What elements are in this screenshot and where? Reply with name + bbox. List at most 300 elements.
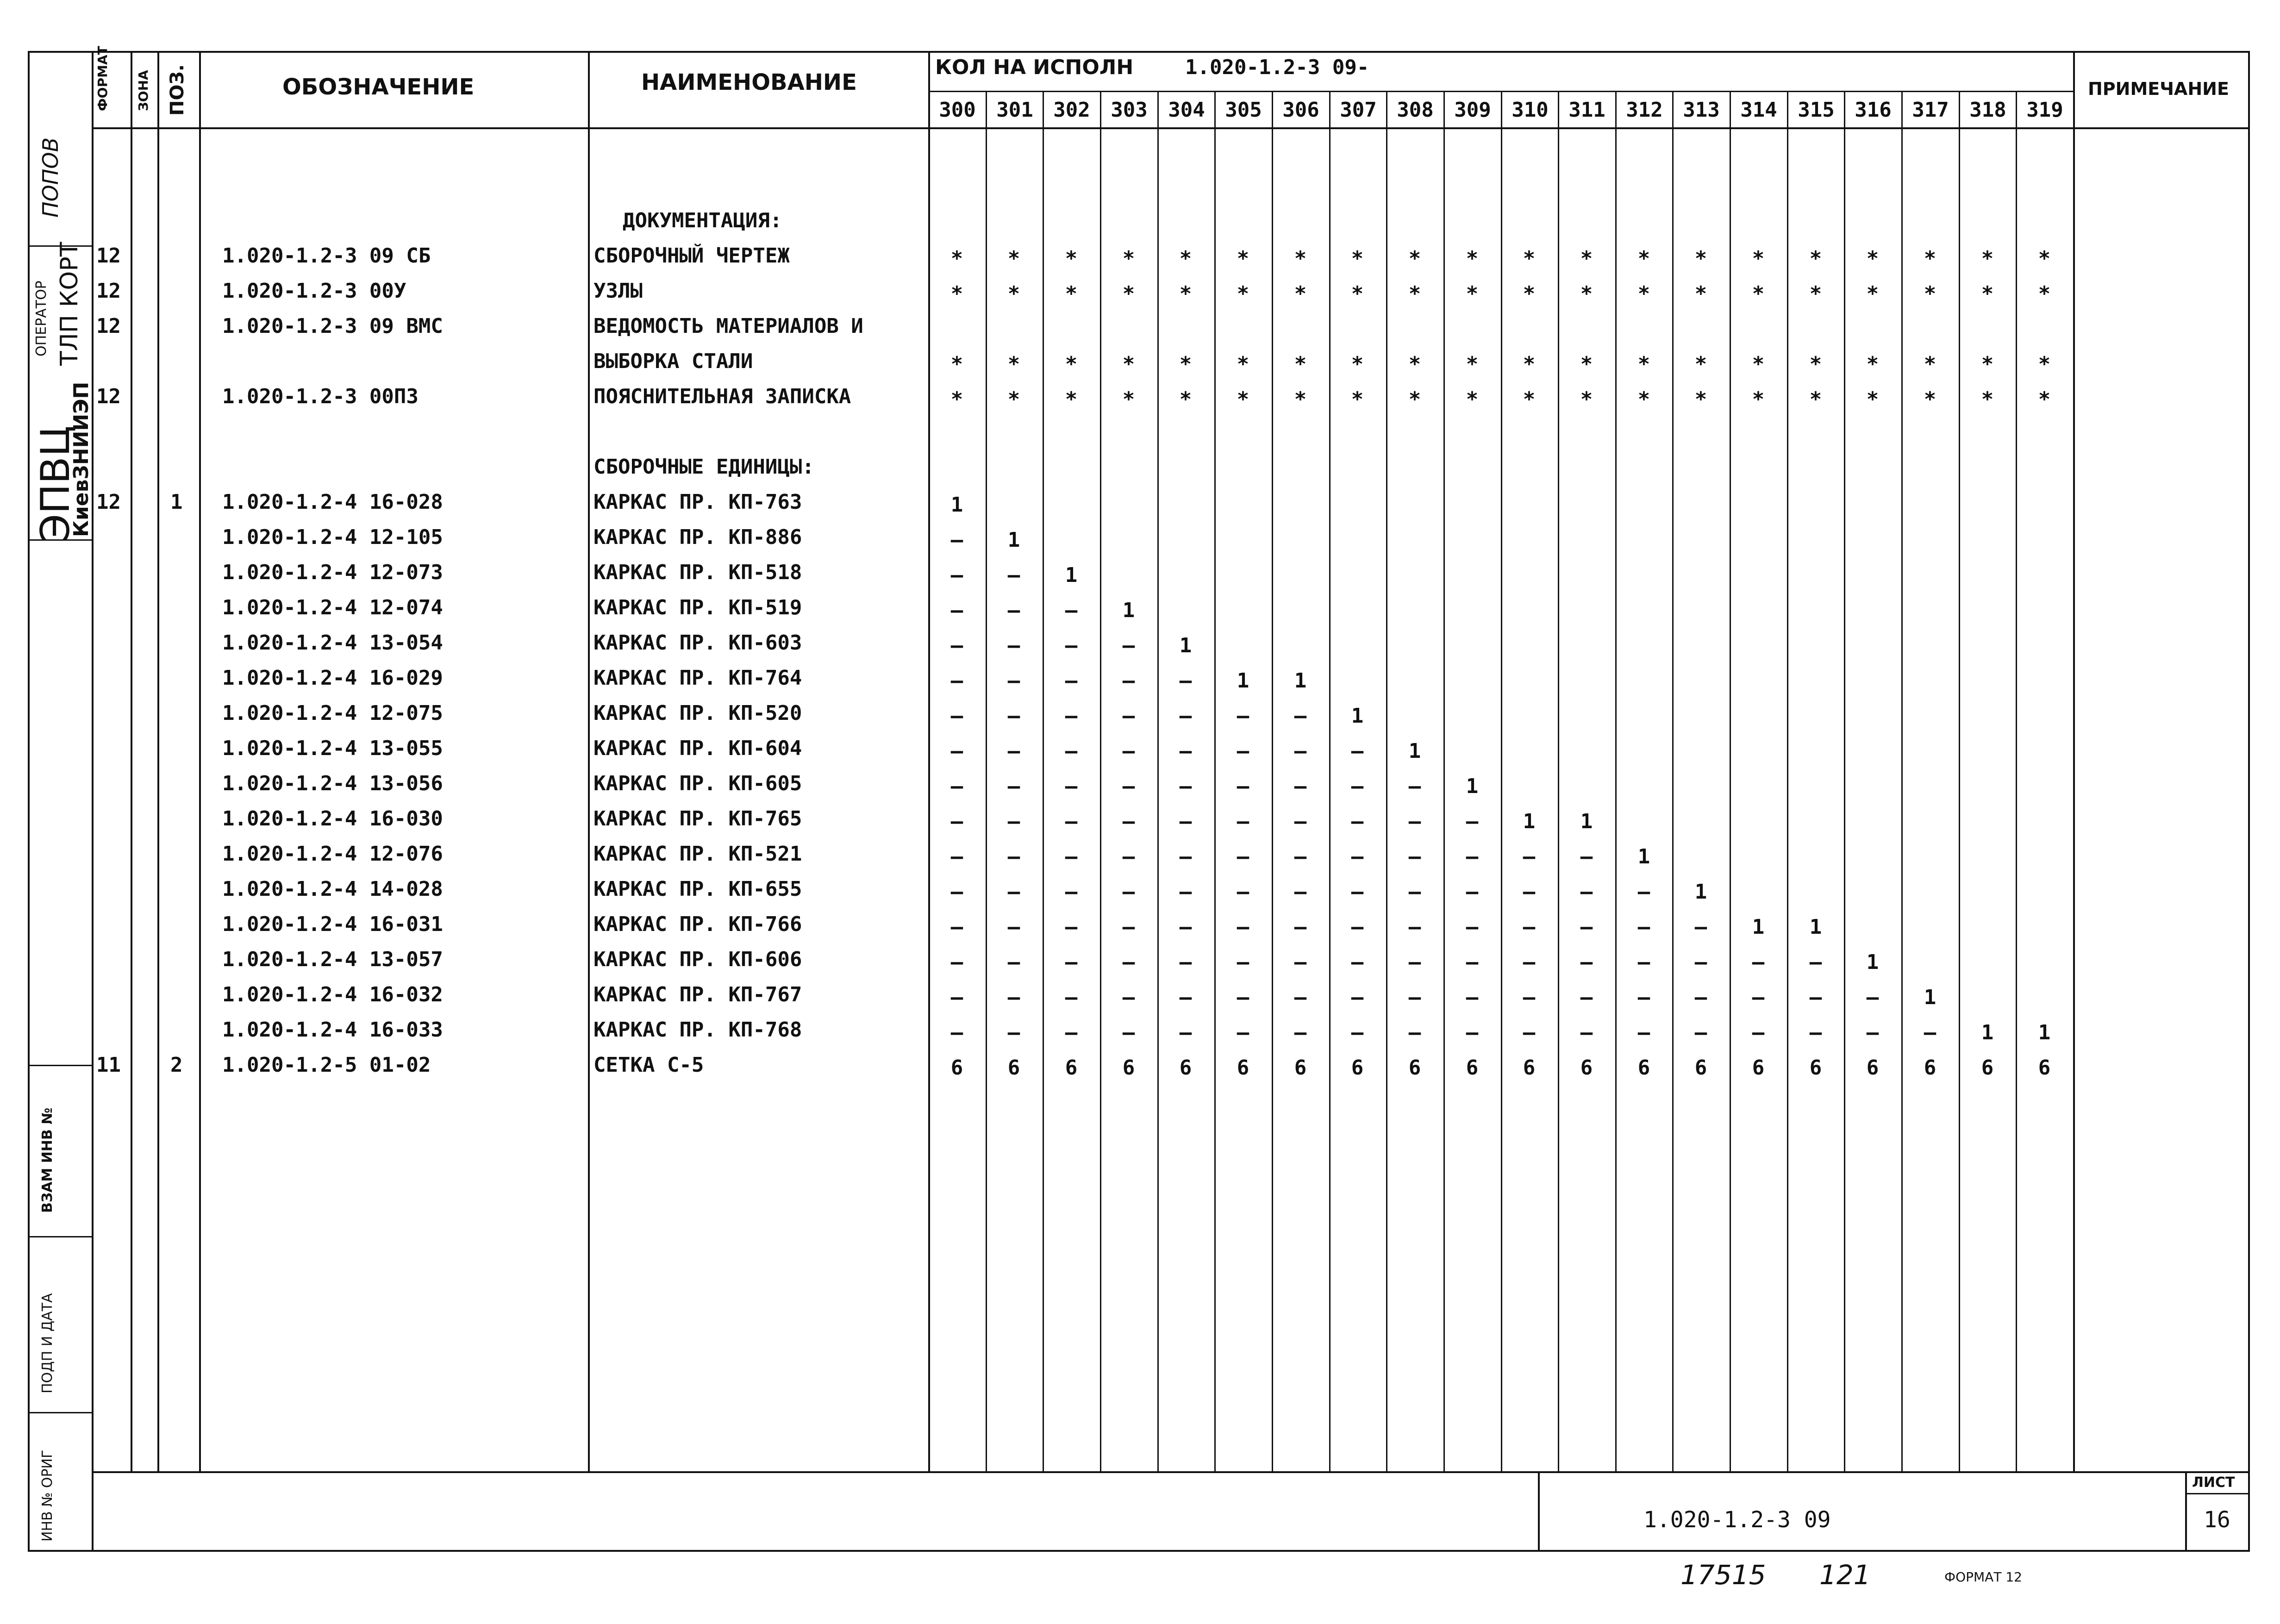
qty-mark: * — [1179, 282, 1192, 306]
qty-mark: – — [1523, 950, 1536, 974]
qty-mark: – — [1179, 986, 1192, 1009]
row-designation: 1.020-1.2-4 13-056 — [222, 772, 443, 795]
qty-mark: 1 — [1981, 1021, 1994, 1044]
qty-mark: – — [950, 563, 963, 587]
row-name: ДОКУМЕНТАЦИЯ: — [623, 209, 782, 232]
qty-col-divider — [1558, 92, 1559, 1472]
qty-mark: – — [1351, 880, 1364, 904]
qty-mark: – — [1237, 880, 1249, 904]
header-zone: ЗОНА — [136, 70, 151, 111]
header-qty: КОЛ НА ИСПОЛН — [935, 56, 1134, 79]
sheet-box-left — [2185, 1471, 2187, 1551]
qty-mark: – — [1580, 880, 1593, 904]
qty-mark: 6 — [1866, 1056, 1879, 1080]
qty-mark: * — [1007, 282, 1020, 306]
qty-mark: 1 — [1752, 915, 1765, 939]
qty-mark: * — [1408, 282, 1421, 306]
row-designation: 1.020-1.2-4 16-030 — [222, 807, 443, 831]
qty-mark: – — [1179, 845, 1192, 868]
margin-right — [92, 51, 94, 1552]
qty-mark: 6 — [1924, 1056, 1936, 1080]
qty-col-divider — [1157, 92, 1159, 1472]
qty-mark: 6 — [1637, 1056, 1650, 1080]
qty-mark: – — [1122, 986, 1135, 1009]
qty-mark: 1 — [1408, 739, 1421, 763]
row-name: ВЫБОРКА СТАЛИ — [593, 350, 753, 373]
qty-mark: – — [1179, 739, 1192, 763]
qty-mark: * — [2038, 282, 2051, 306]
qty-mark: – — [950, 599, 963, 622]
qty-col-header: 312 — [1626, 98, 1663, 122]
qty-mark: – — [1580, 986, 1593, 1009]
qty-mark: * — [1752, 352, 1765, 376]
col-name-right — [928, 51, 930, 1472]
qty-col-divider — [1386, 92, 1387, 1472]
qty-mark: * — [950, 282, 963, 306]
qty-mark: 1 — [1294, 669, 1307, 693]
title-sheet-label: ЛИСТ — [2192, 1474, 2235, 1491]
qty-mark: 6 — [1351, 1056, 1364, 1080]
margin-sep-2 — [28, 1236, 93, 1237]
qty-mark: – — [1637, 880, 1650, 904]
qty-mark: 1 — [1466, 775, 1479, 798]
qty-mark: 6 — [1809, 1056, 1822, 1080]
qty-mark: – — [1065, 1021, 1078, 1044]
qty-mark: * — [1237, 247, 1249, 270]
qty-mark: – — [1179, 950, 1192, 974]
qty-mark: – — [1523, 845, 1536, 868]
row-format: 12 — [96, 279, 121, 303]
row-name: СБОРОЧНЫЕ ЕДИНИЦЫ: — [593, 455, 814, 479]
header-divider — [93, 127, 2250, 129]
qty-mark: – — [1752, 986, 1765, 1009]
qty-mark: – — [950, 739, 963, 763]
qty-mark: * — [1809, 387, 1822, 411]
qty-mark: – — [1179, 704, 1192, 728]
qty-mark: * — [1924, 352, 1936, 376]
qty-col-header: 319 — [2026, 98, 2063, 122]
qty-mark: – — [1007, 739, 1020, 763]
qty-mark: – — [1122, 634, 1135, 657]
row-name: КАРКАС ПР. КП-886 — [593, 525, 802, 549]
qty-mark: * — [950, 247, 963, 270]
header-note: ПРИМЕЧАНИЕ — [2088, 79, 2229, 99]
qty-mark: 1 — [1580, 810, 1593, 833]
qty-mark: – — [1065, 739, 1078, 763]
col-des-right — [588, 51, 590, 1472]
qty-mark: * — [1179, 387, 1192, 411]
qty-col-header: 313 — [1683, 98, 1720, 122]
qty-mark: * — [1752, 387, 1765, 411]
qty-mark: 6 — [1007, 1056, 1020, 1080]
row-designation: 1.020-1.2-3 00ПЗ — [222, 385, 419, 408]
qty-mark: – — [1007, 634, 1020, 657]
qty-mark: – — [1351, 986, 1364, 1009]
row-name: КАРКАС ПР. КП-519 — [593, 596, 802, 619]
qty-mark: – — [950, 986, 963, 1009]
frame-top — [28, 51, 2250, 53]
qty-mark: – — [1408, 880, 1421, 904]
qty-mark: * — [1866, 282, 1879, 306]
row-pos: 2 — [170, 1053, 183, 1077]
row-name: ПОЯСНИТЕЛЬНАЯ ЗАПИСКА — [593, 385, 851, 408]
qty-mark: * — [1065, 352, 1078, 376]
qty-mark: – — [1237, 915, 1249, 939]
qty-mark: – — [1809, 1021, 1822, 1044]
margin-approved: ЭПВЦ — [32, 425, 79, 542]
qty-mark: * — [1408, 352, 1421, 376]
row-format: 12 — [96, 244, 121, 268]
qty-mark: – — [1637, 1021, 1650, 1044]
qty-mark: – — [1065, 950, 1078, 974]
qty-mark: – — [1466, 845, 1479, 868]
row-name: КАРКАС ПР. КП-764 — [593, 666, 802, 690]
qty-mark: – — [1122, 739, 1135, 763]
qty-mark: – — [1580, 915, 1593, 939]
qty-mark: 1 — [1237, 669, 1249, 693]
qty-mark: 1 — [1924, 986, 1936, 1009]
qty-col-divider — [1844, 92, 1845, 1472]
row-pos: 1 — [170, 490, 183, 514]
qty-mark: * — [1523, 282, 1536, 306]
qty-mark: 6 — [1580, 1056, 1593, 1080]
qty-mark: 6 — [2038, 1056, 2051, 1080]
qty-mark: * — [2038, 247, 2051, 270]
qty-col-divider — [1043, 92, 1044, 1472]
qty-mark: * — [1007, 387, 1020, 411]
qty-mark: – — [950, 528, 963, 552]
row-name: КАРКАС ПР. КП-518 — [593, 561, 802, 584]
qty-col-divider — [1443, 92, 1445, 1472]
qty-mark: – — [1007, 669, 1020, 693]
row-designation: 1.020-1.2-4 13-054 — [222, 631, 443, 655]
qty-mark: * — [950, 352, 963, 376]
qty-mark: – — [1237, 986, 1249, 1009]
qty-mark: – — [1122, 950, 1135, 974]
qty-mark: – — [1294, 915, 1307, 939]
qty-mark: * — [1007, 247, 1020, 270]
qty-mark: 6 — [1237, 1056, 1249, 1080]
qty-mark: – — [1007, 950, 1020, 974]
qty-mark: – — [950, 915, 963, 939]
qty-mark: – — [1408, 1021, 1421, 1044]
margin-inv-orig: ИНВ № ОРИГ — [39, 1449, 56, 1542]
qty-mark: – — [950, 845, 963, 868]
qty-mark: – — [1294, 880, 1307, 904]
qty-col-header: 311 — [1568, 98, 1605, 122]
qty-col-divider — [1100, 92, 1101, 1472]
qty-mark: * — [1981, 387, 1994, 411]
title-doc: 1.020-1.2-3 09 — [1643, 1507, 1831, 1533]
qty-mark: – — [1694, 950, 1707, 974]
qty-mark: – — [1523, 880, 1536, 904]
qty-mark: – — [1809, 986, 1822, 1009]
qty-mark: * — [1580, 247, 1593, 270]
qty-mark: * — [1637, 352, 1650, 376]
qty-mark: * — [1981, 352, 1994, 376]
qty-mark: * — [1523, 387, 1536, 411]
qty-mark: * — [1237, 387, 1249, 411]
qty-mark: * — [1694, 247, 1707, 270]
qty-mark: – — [1007, 845, 1020, 868]
qty-mark: – — [1065, 880, 1078, 904]
row-name: КАРКАС ПР. КП-767 — [593, 983, 802, 1006]
qty-mark: – — [1637, 950, 1650, 974]
qty-mark: * — [1694, 352, 1707, 376]
qty-mark: – — [1523, 986, 1536, 1009]
qty-mark: * — [2038, 387, 2051, 411]
qty-mark: – — [1122, 845, 1135, 868]
qty-col-header: 309 — [1454, 98, 1491, 122]
qty-mark: * — [1122, 282, 1135, 306]
qty-mark: – — [1466, 986, 1479, 1009]
row-name: КАРКАС ПР. КП-605 — [593, 772, 802, 795]
qty-mark: – — [1065, 915, 1078, 939]
qty-mark: * — [2038, 352, 2051, 376]
row-designation: 1.020-1.2-4 16-028 — [222, 490, 443, 514]
qty-mark: 1 — [1809, 915, 1822, 939]
qty-mark: – — [1466, 880, 1479, 904]
qty-mark: * — [1637, 247, 1650, 270]
qty-col-header: 318 — [1969, 98, 2006, 122]
row-name: КАРКАС ПР. КП-655 — [593, 877, 802, 901]
qty-mark: – — [1237, 704, 1249, 728]
frame-right — [2248, 51, 2250, 1552]
qty-col-header: 315 — [1798, 98, 1835, 122]
qty-mark: – — [1694, 1021, 1707, 1044]
qty-mark: 1 — [1122, 599, 1135, 622]
qty-mark: – — [1294, 775, 1307, 798]
qty-mark: 1 — [1866, 950, 1879, 974]
qty-mark: – — [1466, 810, 1479, 833]
qty-mark: * — [1466, 352, 1479, 376]
qty-mark: – — [1122, 880, 1135, 904]
qty-mark: 1 — [1637, 845, 1650, 868]
qty-mark: – — [1351, 950, 1364, 974]
col-format-right — [131, 51, 132, 1472]
qty-mark: – — [1408, 810, 1421, 833]
qty-mark: – — [1294, 845, 1307, 868]
margin-sep-3 — [28, 1412, 93, 1413]
qty-mark: * — [1694, 387, 1707, 411]
qty-mark: – — [1179, 775, 1192, 798]
row-designation: 1.020-1.2-4 13-057 — [222, 948, 443, 971]
qty-mark: * — [1523, 352, 1536, 376]
qty-mark: * — [1294, 387, 1307, 411]
qty-mark: – — [1466, 950, 1479, 974]
qty-mark: – — [1408, 775, 1421, 798]
qty-mark: * — [1752, 247, 1765, 270]
qty-mark: – — [1637, 915, 1650, 939]
qty-mark: – — [950, 810, 963, 833]
qty-mark: – — [950, 704, 963, 728]
qty-mark: * — [1294, 352, 1307, 376]
qty-mark: * — [1637, 387, 1650, 411]
row-name: КАРКАС ПР. КП-766 — [593, 912, 802, 936]
qty-mark: 6 — [1981, 1056, 1994, 1080]
row-designation: 1.020-1.2-5 01-02 — [222, 1053, 431, 1077]
footer-archive: 17515 — [1680, 1559, 1766, 1591]
qty-col-header: 308 — [1397, 98, 1434, 122]
qty-col-header: 310 — [1512, 98, 1549, 122]
qty-mark: * — [1924, 282, 1936, 306]
qty-mark: * — [1179, 247, 1192, 270]
qty-mark: – — [1237, 950, 1249, 974]
qty-mark: – — [1179, 669, 1192, 693]
header-series: 1.020-1.2-3 09- — [1185, 56, 1369, 79]
qty-mark: * — [1065, 387, 1078, 411]
row-name: КАРКАС ПР. КП-520 — [593, 701, 802, 725]
qty-mark: – — [1523, 915, 1536, 939]
qty-mark: * — [1981, 247, 1994, 270]
qty-col-divider — [1501, 92, 1502, 1472]
qty-col-divider — [1272, 92, 1273, 1472]
qty-mark: – — [1007, 986, 1020, 1009]
row-format: 12 — [96, 490, 121, 514]
qty-mark: – — [1351, 775, 1364, 798]
qty-mark: 1 — [1694, 880, 1707, 904]
row-designation: 1.020-1.2-4 16-032 — [222, 983, 443, 1006]
qty-mark: 1 — [1523, 810, 1536, 833]
qty-mark: – — [1580, 845, 1593, 868]
qty-mark: * — [1122, 247, 1135, 270]
qty-mark: – — [1237, 739, 1249, 763]
qty-col-divider — [1615, 92, 1617, 1472]
qty-mark: * — [1809, 282, 1822, 306]
qty-mark: – — [1007, 1021, 1020, 1044]
row-name: КАРКАС ПР. КП-521 — [593, 842, 802, 866]
qty-mark: * — [1752, 282, 1765, 306]
qty-col-header: 300 — [939, 98, 976, 122]
qty-col-header: 301 — [996, 98, 1033, 122]
qty-mark: – — [1351, 845, 1364, 868]
qty-mark: – — [1866, 986, 1879, 1009]
qty-mark: * — [1351, 282, 1364, 306]
qty-col-divider — [1672, 92, 1674, 1472]
qty-mark: – — [1294, 1021, 1307, 1044]
qty-mark: – — [1580, 1021, 1593, 1044]
qty-mark: 6 — [1752, 1056, 1765, 1080]
qty-mark: – — [950, 775, 963, 798]
col-zone-right — [157, 51, 159, 1472]
qty-mark: * — [1237, 352, 1249, 376]
qty-mark: – — [1007, 775, 1020, 798]
qty-mark: * — [1466, 387, 1479, 411]
qty-mark: * — [1924, 247, 1936, 270]
qty-mark: – — [1351, 915, 1364, 939]
row-designation: 1.020-1.2-4 14-028 — [222, 877, 443, 901]
qty-mark: 6 — [1408, 1056, 1421, 1080]
col-pos-right — [199, 51, 201, 1472]
qty-col-divider — [1787, 92, 1788, 1472]
qty-mark: * — [1580, 352, 1593, 376]
qty-mark: – — [1179, 1021, 1192, 1044]
title-sheet-number: 16 — [2204, 1507, 2230, 1533]
qty-mark: – — [1179, 915, 1192, 939]
qty-mark: * — [1637, 282, 1650, 306]
qty-mark: 6 — [1466, 1056, 1479, 1080]
qty-mark: – — [1122, 1021, 1135, 1044]
qty-mark: * — [950, 387, 963, 411]
qty-mark: 1 — [2038, 1021, 2051, 1044]
qty-mark: – — [1007, 880, 1020, 904]
row-name: КАРКАС ПР. КП-604 — [593, 737, 802, 760]
row-designation: 1.020-1.2-4 12-073 — [222, 561, 443, 584]
header-format: ФОРМАТ — [95, 46, 110, 111]
qty-mark: – — [1179, 810, 1192, 833]
qty-mark: – — [1237, 1021, 1249, 1044]
header-designation: ОБОЗНАЧЕНИЕ — [282, 74, 475, 100]
qty-mark: 6 — [1179, 1056, 1192, 1080]
frame-left — [28, 51, 30, 1552]
qty-mark: 6 — [1694, 1056, 1707, 1080]
row-name: КАРКАС ПР. КП-765 — [593, 807, 802, 831]
qty-mark: – — [1065, 669, 1078, 693]
qty-mark: * — [1924, 387, 1936, 411]
qty-mark: – — [1237, 810, 1249, 833]
qty-mark: – — [1294, 950, 1307, 974]
row-designation: 1.020-1.2-4 13-055 — [222, 737, 443, 760]
qty-mark: – — [1065, 634, 1078, 657]
qty-mark: * — [1580, 387, 1593, 411]
header-name: НАИМЕНОВАНИЕ — [641, 69, 857, 95]
qty-mark: – — [1408, 845, 1421, 868]
qty-mark: – — [1065, 986, 1078, 1009]
sheet-box-divider — [2185, 1493, 2250, 1494]
qty-col-divider — [986, 92, 987, 1472]
qty-mark: * — [1408, 247, 1421, 270]
qty-mark: * — [1809, 247, 1822, 270]
qty-mark: – — [1065, 775, 1078, 798]
qty-mark: – — [1294, 986, 1307, 1009]
row-name: КАРКАС ПР. КП-606 — [593, 948, 802, 971]
qty-mark: – — [1065, 845, 1078, 868]
qty-col-header: 303 — [1111, 98, 1148, 122]
qty-mark: – — [1237, 845, 1249, 868]
header-pos: ПОЗ. — [167, 64, 188, 116]
qty-col-divider — [2016, 92, 2017, 1472]
qty-col-header: 316 — [1855, 98, 1892, 122]
qty-mark: – — [1122, 775, 1135, 798]
row-name: СБОРОЧНЫЙ ЧЕРТЕЖ — [593, 244, 790, 268]
qty-mark: – — [1007, 599, 1020, 622]
qty-mark: – — [1065, 599, 1078, 622]
row-designation: 1.020-1.2-3 00У — [222, 279, 406, 303]
qty-col-header: 305 — [1225, 98, 1262, 122]
qty-mark: * — [1408, 387, 1421, 411]
qty-col-divider — [1959, 92, 1960, 1472]
qty-mark: 1 — [1065, 563, 1078, 587]
row-designation: 1.020-1.2-4 12-076 — [222, 842, 443, 866]
qty-mark: – — [1065, 704, 1078, 728]
qty-mark: * — [1065, 247, 1078, 270]
col-qty-right — [2073, 51, 2075, 1472]
qty-col-divider — [1329, 92, 1331, 1472]
row-designation: 1.020-1.2-4 16-031 — [222, 912, 443, 936]
footer-archive2: 121 — [1819, 1559, 1871, 1591]
row-designation: 1.020-1.2-4 12-105 — [222, 525, 443, 549]
row-name: КАРКАС ПР. КП-603 — [593, 631, 802, 655]
qty-mark: 6 — [1294, 1056, 1307, 1080]
qty-mark: 1 — [1351, 704, 1364, 728]
qty-mark: – — [1694, 915, 1707, 939]
qty-mark: – — [1007, 810, 1020, 833]
qty-mark: 6 — [1523, 1056, 1536, 1080]
frame-bottom — [28, 1550, 2250, 1552]
qty-mark: – — [1809, 950, 1822, 974]
qty-mark: – — [1408, 986, 1421, 1009]
qty-mark: * — [1809, 352, 1822, 376]
